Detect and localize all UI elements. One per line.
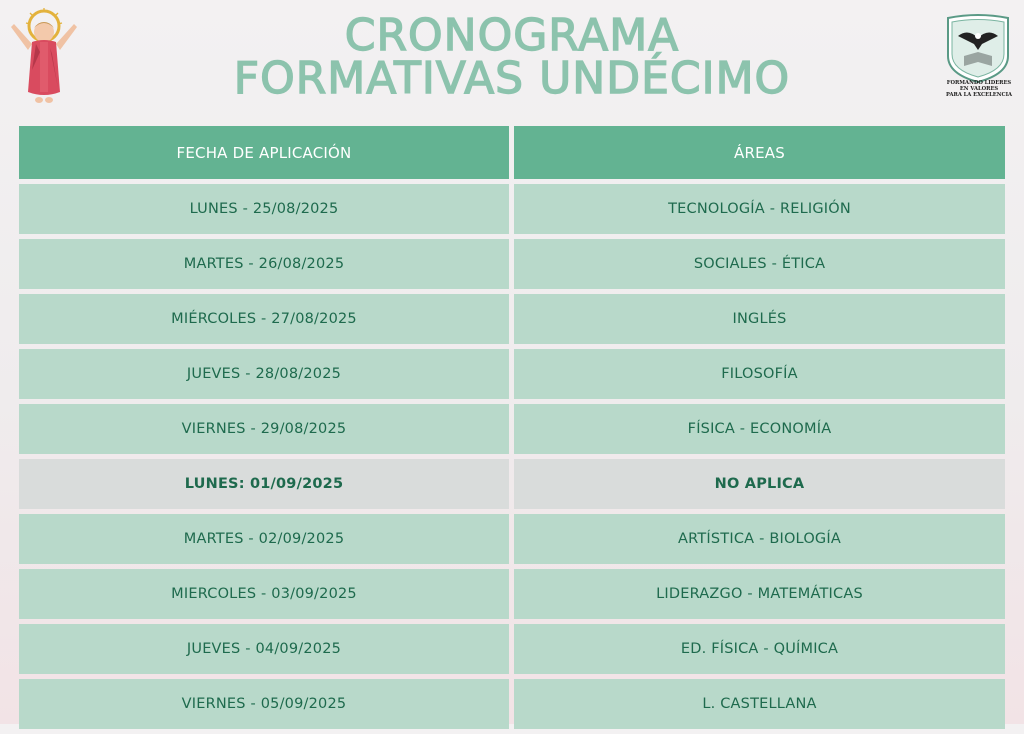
table-row xyxy=(19,349,1005,399)
fecha-cell: VIERNES - 29/08/2025 xyxy=(19,404,509,454)
areas-cell: FÍSICA - ECONOMÍA xyxy=(514,404,1005,454)
logo-motto-line-3: PARA LA EXCELENCIA xyxy=(945,92,1013,98)
areas-cell: FILOSOFÍA xyxy=(514,349,1005,399)
areas-cell: SOCIALES - ÉTICA xyxy=(514,239,1005,289)
page-title xyxy=(0,10,1024,104)
logo-motto-line-1: FORMANDO LIDERES xyxy=(946,80,1012,86)
table-row xyxy=(19,184,1005,234)
fecha-cell: JUEVES - 28/08/2025 xyxy=(19,349,509,399)
fecha-cell: JUEVES - 04/09/2025 xyxy=(19,624,509,674)
fecha-cell: MARTES - 02/09/2025 xyxy=(19,514,509,564)
table-row xyxy=(19,294,1005,344)
table-header-row xyxy=(19,126,1005,179)
areas-cell: TECNOLOGÍA - RELIGIÓN xyxy=(514,184,1005,234)
header-fecha: FECHA DE APLICACIÓN xyxy=(19,126,509,179)
fecha-cell: MIERCOLES - 03/09/2025 xyxy=(19,569,509,619)
fecha-cell: MIÉRCOLES - 27/08/2025 xyxy=(19,294,509,344)
table-row xyxy=(19,514,1005,564)
table-row-no-aplica xyxy=(19,459,1005,509)
table-row xyxy=(19,239,1005,289)
title-line-1: CRONOGRAMA xyxy=(344,10,680,61)
header-areas: ÁREAS xyxy=(514,126,1005,179)
table-row xyxy=(19,679,1005,729)
table-row xyxy=(19,624,1005,674)
areas-cell: ED. FÍSICA - QUÍMICA xyxy=(514,624,1005,674)
schedule-table xyxy=(19,126,1005,734)
school-motto xyxy=(936,80,1022,98)
fecha-cell: LUNES - 25/08/2025 xyxy=(19,184,509,234)
table-row xyxy=(19,569,1005,619)
areas-cell: LIDERAZGO - MATEMÁTICAS xyxy=(514,569,1005,619)
fecha-cell: MARTES - 26/08/2025 xyxy=(19,239,509,289)
table-row xyxy=(19,404,1005,454)
areas-cell: NO APLICA xyxy=(514,459,1005,509)
areas-cell: ARTÍSTICA - BIOLOGÍA xyxy=(514,514,1005,564)
areas-cell: INGLÉS xyxy=(514,294,1005,344)
fecha-cell: VIERNES - 05/09/2025 xyxy=(19,679,509,729)
fecha-cell: LUNES: 01/09/2025 xyxy=(19,459,509,509)
logo-motto-line-2: EN VALORES xyxy=(959,86,999,92)
areas-cell: L. CASTELLANA xyxy=(514,679,1005,729)
title-line-2: FORMATIVAS UNDÉCIMO xyxy=(233,53,791,104)
